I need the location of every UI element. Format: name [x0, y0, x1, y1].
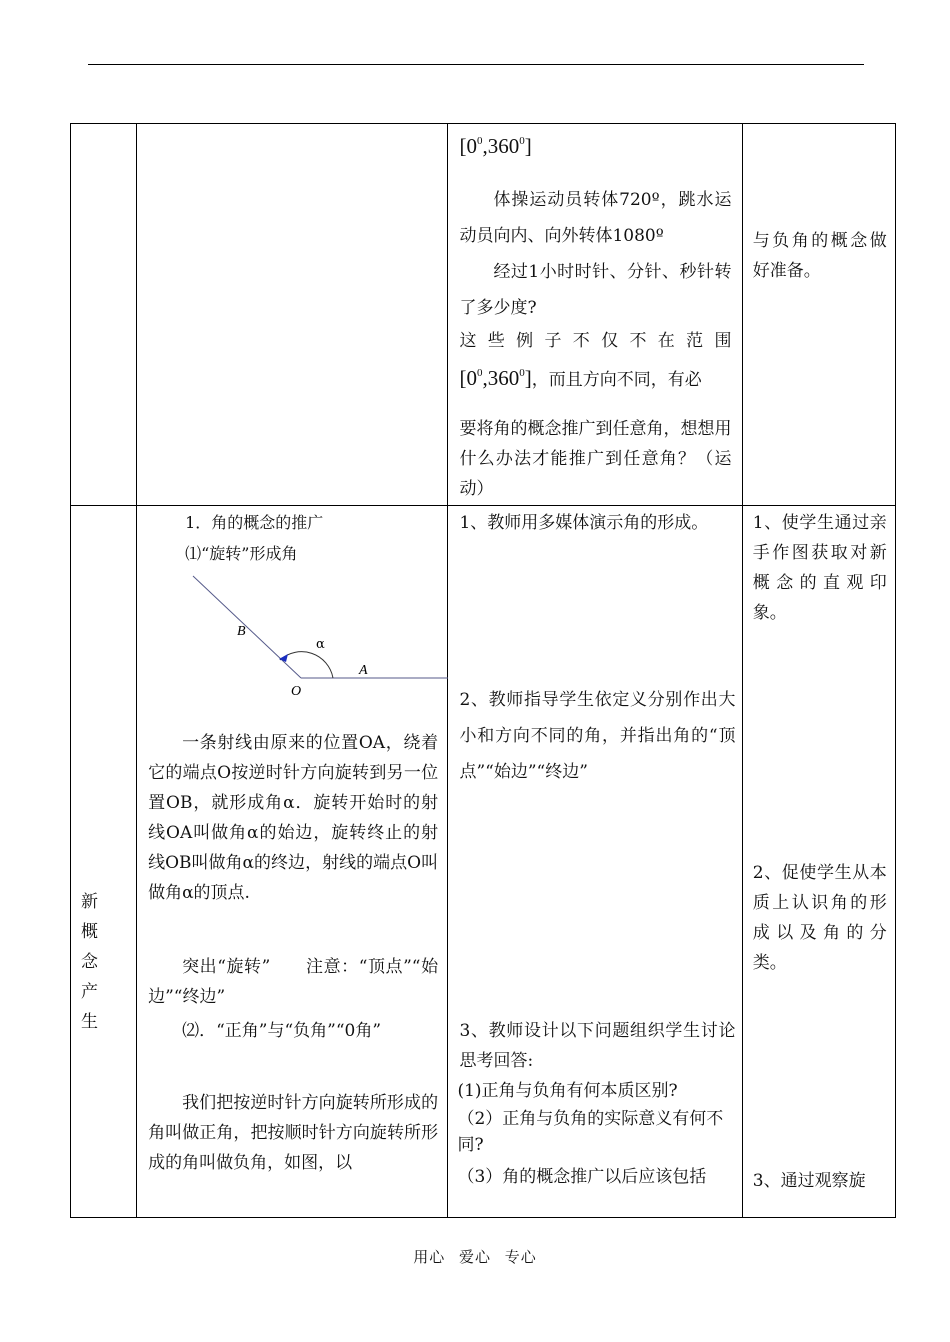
row2-content-cell	[137, 506, 448, 1218]
purpose-item-2: 2、促使学生从本质上认识角的形成以及角的分类。	[752, 863, 887, 974]
label-a: A	[359, 663, 368, 679]
row2-purpose-cell	[742, 506, 895, 1218]
row2-activity-cell	[448, 506, 742, 1218]
clock-example: 经过1小时时针、分针、秒针转了多少度?	[459, 262, 732, 318]
row1-stage-cell	[71, 124, 137, 506]
positive-negative-definition: 我们把按逆时针方向旋转所形成的角叫做正角，把按顺时针方向旋转所形成的角叫做负角，如图，以	[148, 1093, 439, 1174]
label-o: O	[291, 684, 302, 700]
activity-item-3: 3、教师设计以下问题组织学生讨论思考回答:	[459, 1021, 736, 1072]
activity-item-1: 1、教师用多媒体演示角的形成。	[459, 513, 709, 534]
range-note-1: 这些例子不仅不在范围	[459, 331, 732, 351]
table-row	[71, 124, 896, 506]
purpose-item-1: 1、使学生通过亲手作图获取对新概念的直观印象。	[752, 513, 887, 624]
angle-diagram	[137, 566, 448, 700]
header-rule	[88, 64, 864, 65]
question-3: （3）角的概念推广以后应该包括	[457, 1167, 707, 1188]
stage-label: 新概念产生	[81, 892, 98, 1033]
question-2: （2）正角与负角的实际意义有何不同?	[457, 1109, 724, 1156]
lesson-table	[70, 123, 896, 1218]
label-b: B	[237, 624, 246, 640]
row2-stage-cell	[71, 506, 137, 1218]
purpose-item-3: 3、通过观察旋	[752, 1171, 866, 1192]
question-1: (1)正角与负角有何本质区别?	[457, 1081, 678, 1102]
angle-arc	[280, 652, 333, 678]
table-row	[71, 506, 896, 1218]
row1-content-cell	[137, 124, 448, 506]
purpose-note: 与负角的概念做好准备。	[752, 231, 887, 281]
page-footer	[0, 1246, 950, 1267]
activity-item-2: 2、教师指导学生依定义分别作出大小和方向不同的角，并指出角的“顶点”“始边”“终边”	[459, 690, 736, 783]
emphasis-note: 突出“旋转” 注意：“顶点”“始边”“终边”	[148, 957, 439, 1008]
row1-activity-cell	[448, 124, 742, 506]
rotation-definition: 一条射线由原来的位置OA，绕着它的端点O按逆时针方向旋转到另一位置OB，就形成角α．旋转开始时的射线OA叫做角α的始边，旋转终止的射线OB叫做角α的终边，射线的端点O叫做角α的顶点.	[148, 733, 439, 904]
ray-ob	[193, 576, 301, 678]
label-alpha: α	[316, 637, 325, 653]
footer-word-2: 爱心	[458, 1248, 491, 1266]
footer-word-3: 专心	[504, 1248, 537, 1266]
range-note-2: $[0^0,360^0]$，而且方向不同，有必	[459, 366, 702, 390]
subsection-positive-negative: ⑵．“正角”与“负角”“0角”	[182, 1021, 382, 1042]
section-title: 1．角的概念的推广	[185, 513, 324, 533]
generalize-question: 要将角的概念推广到任意角，想想用什么办法才能推广到任意角？（运动）	[459, 419, 732, 499]
row1-purpose-cell	[742, 124, 895, 506]
footer-word-1: 用心	[413, 1248, 446, 1266]
gymnast-example: 体操运动员转体720º，跳水运动员向内、向外转体1080º	[459, 190, 732, 246]
subsection-rotation: ⑴“旋转”形成角	[185, 544, 298, 564]
interval-expression: $[0^0,360^0]$	[459, 134, 532, 158]
